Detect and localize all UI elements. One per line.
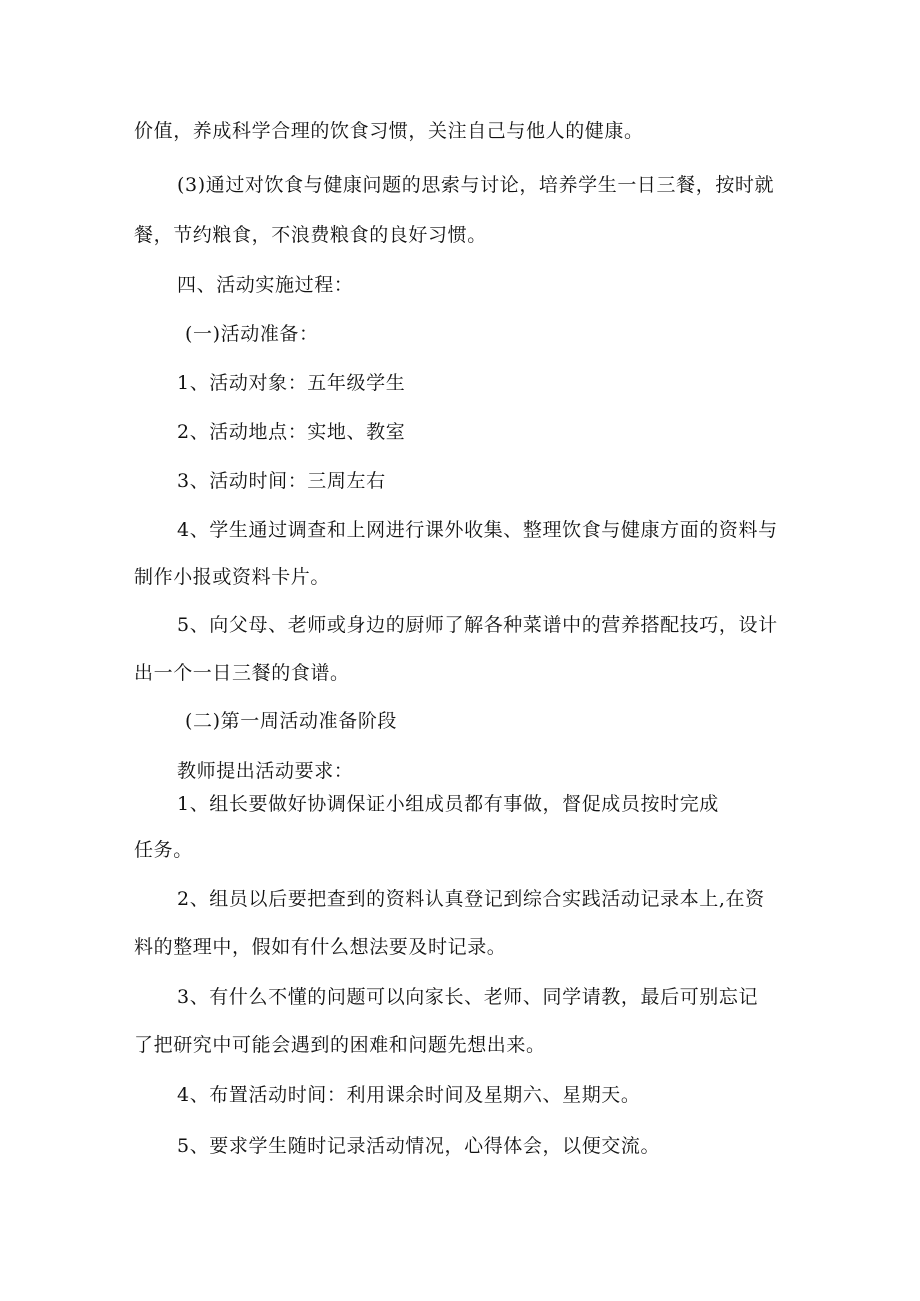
text-line: 5、要求学生随时记录活动情况，心得体会，以便交流。	[177, 1135, 661, 1157]
text-line: 4、布置活动时间：利用课余时间及星期六、星期天。	[177, 1084, 641, 1106]
text-line: 价值，养成科学合理的饮食习惯，关注自己与他人的健康。	[134, 120, 644, 142]
text-line: 3、活动时间：三周左右	[177, 470, 386, 492]
text-line: 5、向父母、老师或身边的厨师了解各种菜谱中的营养搭配技巧，设计	[177, 614, 778, 636]
text-line: 餐，节约粮食，不浪费粮食的良好习惯。	[134, 224, 487, 246]
subsection-heading: (二)第一周活动准备阶段	[185, 710, 398, 732]
text-line: (3)通过对饮食与健康问题的思索与讨论，培养学生一日三餐，按时就	[177, 174, 775, 196]
text-line: 2、活动地点：实地、教室	[177, 421, 406, 443]
text-line: 制作小报或资料卡片。	[134, 566, 331, 588]
text-line: 3、有什么不懂的问题可以向家长、老师、同学请教，最后可别忘记	[177, 986, 759, 1008]
text-line: 任务。	[134, 839, 193, 861]
text-line: 教师提出活动要求：	[177, 760, 354, 782]
text-line: 4、学生通过调查和上网进行课外收集、整理饮食与健康方面的资料与	[177, 519, 778, 541]
section-heading: 四、活动实施过程：	[177, 274, 354, 296]
text-line: 1、组长要做好协调保证小组成员都有事做，督促成员按时完成	[177, 793, 719, 815]
text-line: 1、活动对象：五年级学生	[177, 372, 406, 394]
text-line: 2、组员以后要把查到的资料认真登记到综合实践活动记录本上,在资	[177, 888, 765, 910]
text-line: 了把研究中可能会遇到的困难和问题先想出来。	[134, 1034, 546, 1056]
text-line: 料的整理中，假如有什么想法要及时记录。	[134, 936, 507, 958]
subsection-heading: (一)活动准备：	[185, 323, 319, 345]
text-line: 出一个一日三餐的食谱。	[134, 662, 350, 684]
